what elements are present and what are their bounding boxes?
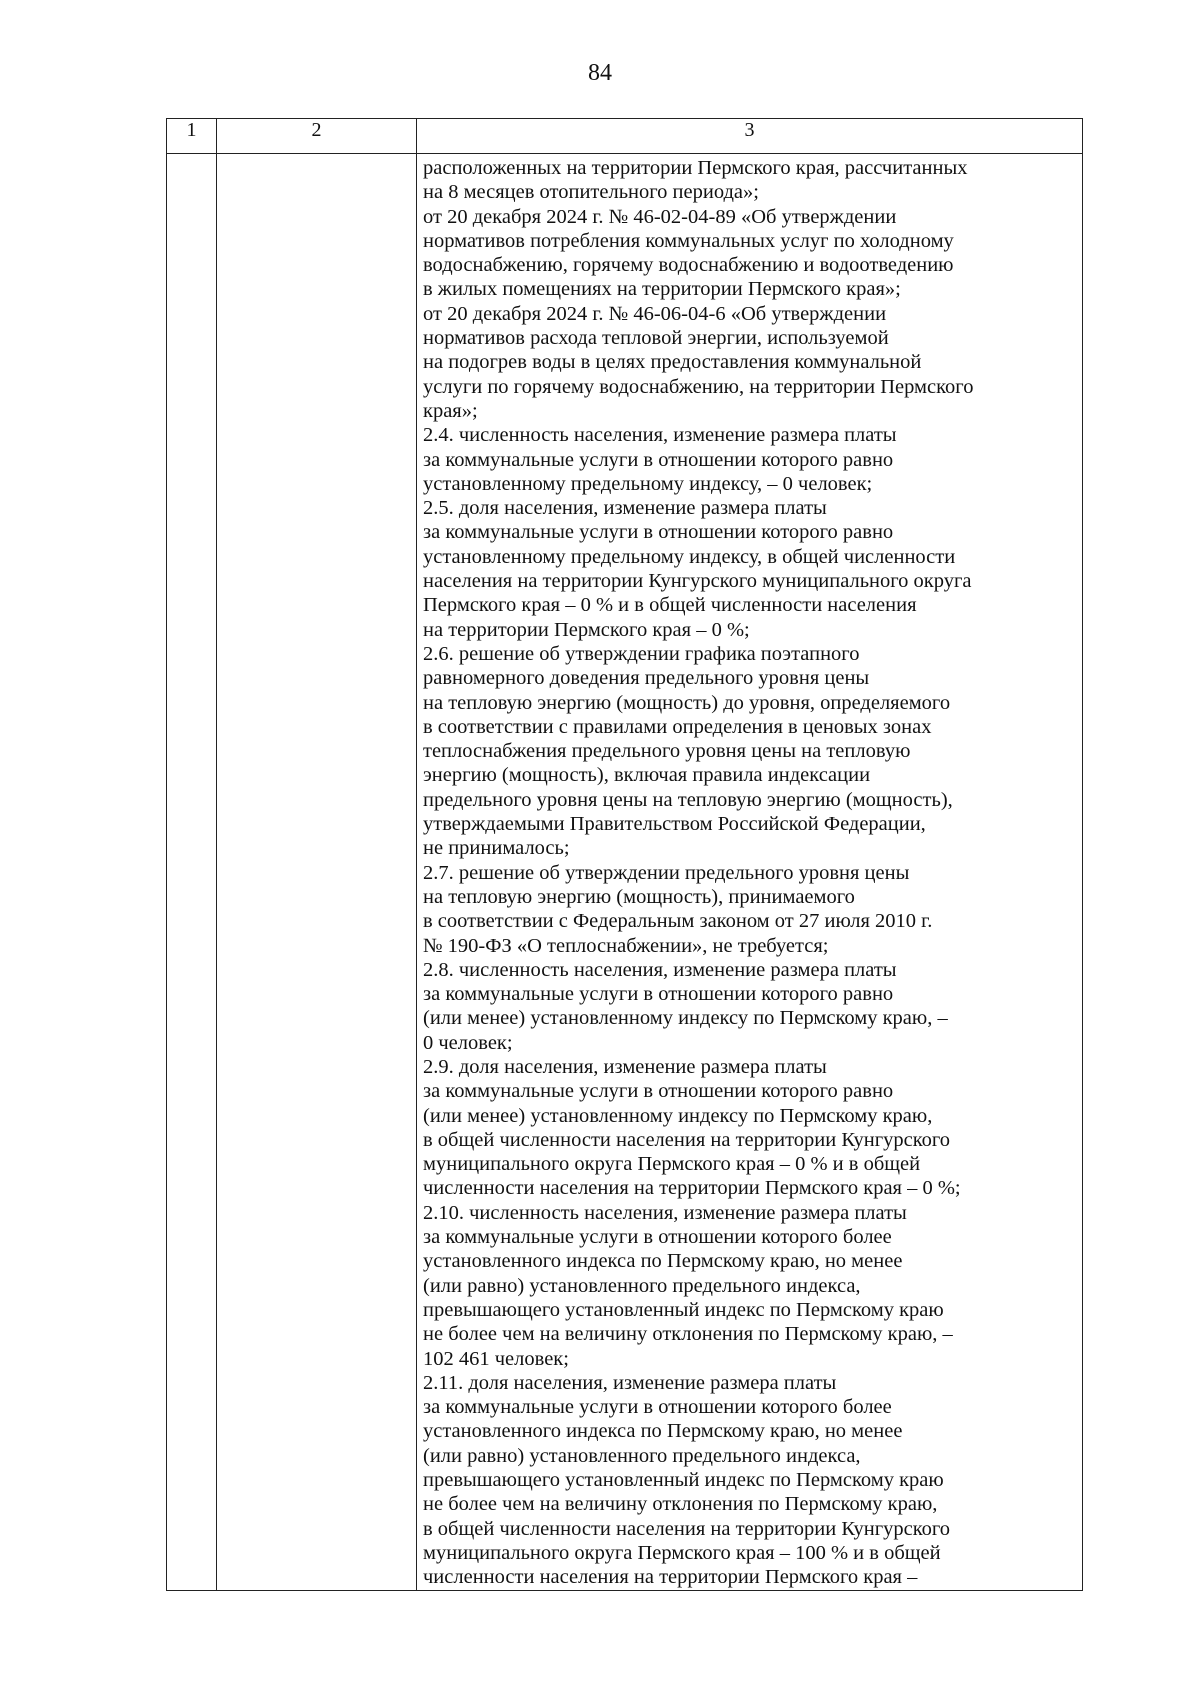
text-line: в соответствии с правилами определения в ценовых зонах xyxy=(423,715,932,738)
text-line: установленного индекса по Пермскому краю, но менее xyxy=(423,1420,903,1443)
text-line: численности населения на территории Пермского края – xyxy=(423,1566,918,1589)
text-line: Пермского края – 0 % и в общей численности населения xyxy=(423,594,917,617)
text-line: муниципального округа Пермского края – 100 % и в общей xyxy=(423,1541,941,1564)
text-line: 2.4. численность населения, изменение размера платы xyxy=(423,424,897,447)
text-line: (или менее) установленному индексу по Пермскому краю, xyxy=(423,1104,933,1127)
text-line: превышающего установленный индекс по Пермскому краю xyxy=(423,1298,944,1321)
text-line: не принималось; xyxy=(423,837,570,860)
text-line: на тепловую энергию (мощность) до уровня, определяемого xyxy=(423,691,951,714)
text-line: 102 461 человек; xyxy=(423,1347,569,1370)
text-line: за коммунальные услуги в отношении которого равно xyxy=(423,1080,894,1103)
text-line: в общей численности населения на территории Кунгурского xyxy=(423,1128,951,1151)
text-line: превышающего установленный индекс по Пермскому краю xyxy=(423,1469,944,1492)
column-header-2: 2 xyxy=(217,119,417,154)
text-line: расположенных на территории Пермского края, рассчитанных xyxy=(423,157,968,179)
column-2-cell xyxy=(217,154,417,1591)
text-line: (или равно) установленного предельного индекса, xyxy=(423,1274,861,1297)
text-line: нормативов потребления коммунальных услуг по холодному xyxy=(423,229,954,252)
column-header-1: 1 xyxy=(167,119,217,154)
text-line: 2.6. решение об утверждении графика поэтапного xyxy=(423,642,860,665)
text-line: в соответствии с Федеральным законом от 27 июля 2010 г. xyxy=(423,910,933,933)
table-body-row xyxy=(167,154,1083,1591)
text-line: за коммунальные услуги в отношении которого более xyxy=(423,1226,892,1249)
text-line: в общей численности населения на территории Кунгурского xyxy=(423,1517,951,1540)
column-3-text xyxy=(417,154,1082,1590)
text-line: услуги по горячему водоснабжению, на территории Пермского xyxy=(423,375,974,398)
text-line: численности населения на территории Пермского края – 0 %; xyxy=(423,1177,961,1200)
text-line: нормативов расхода тепловой энергии, используемой xyxy=(423,327,889,350)
text-line: за коммунальные услуги в отношении которого равно xyxy=(423,521,894,544)
text-line: энергию (мощность), включая правила индексации xyxy=(423,764,871,787)
text-line: за коммунальные услуги в отношении которого равно xyxy=(423,983,894,1006)
text-line: не более чем на величину отклонения по Пермскому краю, xyxy=(423,1493,938,1516)
text-line: в жилых помещениях на территории Пермского края»; xyxy=(423,278,901,301)
text-line: теплоснабжения предельного уровня цены на тепловую xyxy=(423,740,911,763)
column-1-cell xyxy=(167,154,217,1591)
text-line: населения на территории Кунгурского муниципального округа xyxy=(423,570,972,593)
text-line: равномерного доведения предельного уровня цены xyxy=(423,667,870,690)
page-number: 84 xyxy=(588,60,612,86)
text-line: на территории Пермского края – 0 %; xyxy=(423,618,750,641)
column-3-cell xyxy=(417,154,1083,1591)
text-line: 0 человек; xyxy=(423,1031,513,1054)
text-line: установленного индекса по Пермскому краю, но менее xyxy=(423,1250,903,1273)
text-line: за коммунальные услуги в отношении которого более xyxy=(423,1396,892,1419)
text-line: водоснабжению, горячему водоснабжению и водоотведению xyxy=(423,254,954,277)
text-line: 2.10. численность населения, изменение размера платы xyxy=(423,1201,907,1224)
text-line: не более чем на величину отклонения по Пермскому краю, – xyxy=(423,1323,953,1346)
text-line: (или равно) установленного предельного индекса, xyxy=(423,1444,861,1467)
text-line: предельного уровня цены на тепловую энергию (мощность), xyxy=(423,788,953,811)
table-header-row xyxy=(167,119,1083,154)
text-line: от 20 декабря 2024 г. № 46-02-04-89 «Об утверждении xyxy=(423,205,897,228)
text-line: утверждаемыми Правительством Российской Федерации, xyxy=(423,813,926,836)
text-line: 2.5. доля населения, изменение размера платы xyxy=(423,497,827,520)
text-line: 2.11. доля населения, изменение размера платы xyxy=(423,1371,837,1394)
text-line: от 20 декабря 2024 г. № 46-06-04-6 «Об утверждении xyxy=(423,302,887,325)
text-line: 2.8. численность населения, изменение размера платы xyxy=(423,958,897,981)
text-line: установленному предельному индексу, в общей численности xyxy=(423,545,956,568)
text-line: № 190-ФЗ «О теплоснабжении», не требуется; xyxy=(423,934,829,957)
text-line: муниципального округа Пермского края – 0 % и в общей xyxy=(423,1153,921,1176)
text-line: (или менее) установленному индексу по Пермскому краю, – xyxy=(423,1007,948,1030)
document-table xyxy=(166,118,1083,1591)
column-header-3: 3 xyxy=(417,119,1083,154)
text-line: установленному предельному индексу, – 0 человек; xyxy=(423,472,873,495)
text-line: 2.9. доля населения, изменение размера платы xyxy=(423,1055,827,1078)
text-line: 2.7. решение об утверждении предельного уровня цены xyxy=(423,861,910,884)
text-line: на подогрев воды в целях предоставления коммунальной xyxy=(423,351,922,374)
text-line: на тепловую энергию (мощность), принимаемого xyxy=(423,885,855,908)
text-line: на 8 месяцев отопительного периода»; xyxy=(423,181,759,204)
text-line: за коммунальные услуги в отношении которого равно xyxy=(423,448,894,471)
text-line: края»; xyxy=(423,399,478,422)
